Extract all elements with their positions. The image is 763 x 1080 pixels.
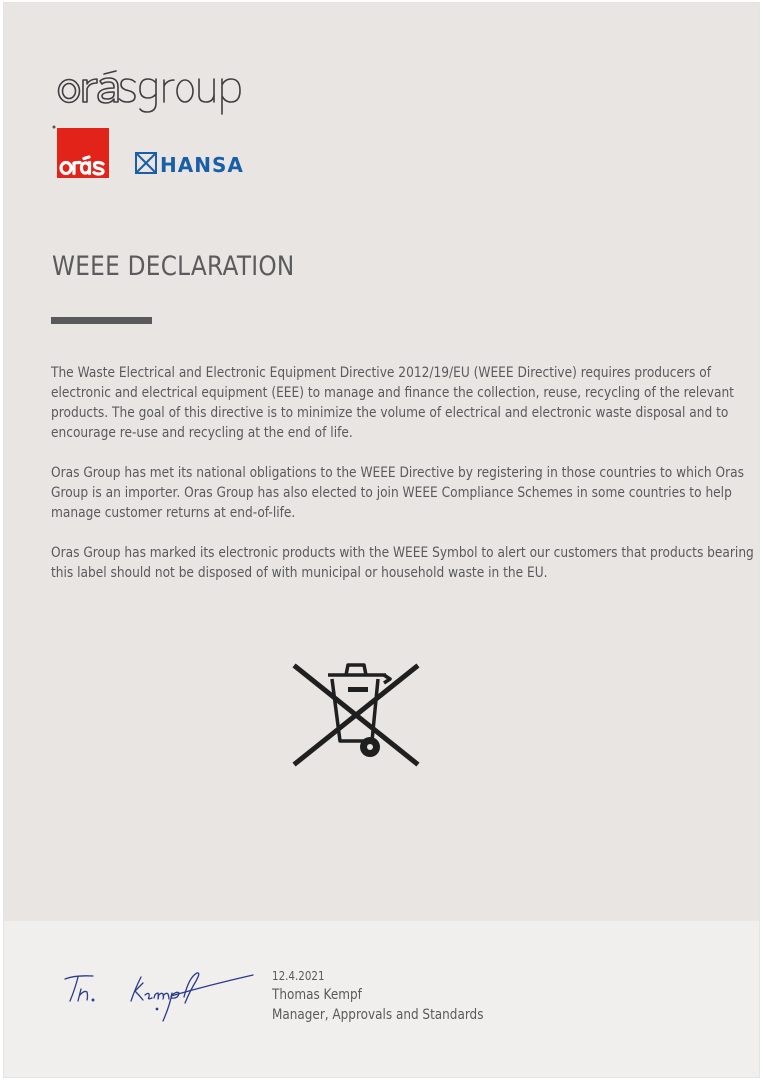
paragraph-weee-symbol <box>51 543 754 583</box>
page-title: WEEE DECLARATION <box>52 251 295 282</box>
signature-date: 12.4.2021 <box>272 969 325 983</box>
handwritten-signature <box>59 969 259 1031</box>
body-text <box>51 363 754 603</box>
title-underline-rule <box>51 317 152 324</box>
text-line: The Waste Electrical and Electronic Equipment Directive 2012/19/EU (WEEE Directive) requires producers of <box>51 365 712 381</box>
text-line: Oras Group has met its national obligations to the WEEE Directive by registering in those countries to which Oras <box>51 465 744 481</box>
declaration-page <box>3 2 760 1078</box>
oras-logo <box>51 124 111 178</box>
footer-section <box>4 921 759 1077</box>
text-line: encourage re-use and recycling at the end of life. <box>51 425 353 441</box>
paragraph-directive <box>51 363 734 443</box>
main-section <box>4 3 759 921</box>
text-line: products. The goal of this directive is to minimize the volume of electrical and electronic waste disposal and to <box>51 405 729 421</box>
text-line: manage customer returns at end-of-life. <box>51 505 296 521</box>
crossed-out-wheelie-bin-icon <box>288 653 424 771</box>
hansa-wordmark: HANSA <box>160 153 244 175</box>
text-line: Group is an importer. Oras Group has also elected to join WEEE Compliance Schemes in some countries to help <box>51 485 732 501</box>
signatory-block <box>272 967 483 1025</box>
paragraph-obligations <box>51 463 744 523</box>
hansa-logo <box>135 151 250 175</box>
text-line: this label should not be disposed of with municipal or household waste in the EU. <box>51 565 548 581</box>
text-line: electronic and electrical equipment (EEE) to manage and finance the collection, reuse, recycling of the relevant <box>51 385 734 401</box>
signatory-role: Manager, Approvals and Standards <box>272 1007 484 1023</box>
text-line: Oras Group has marked its electronic products with the WEEE Symbol to alert our customers that products bearing <box>51 545 754 561</box>
orasgroup-logo <box>56 67 251 117</box>
signatory-name: Thomas Kempf <box>272 987 362 1003</box>
